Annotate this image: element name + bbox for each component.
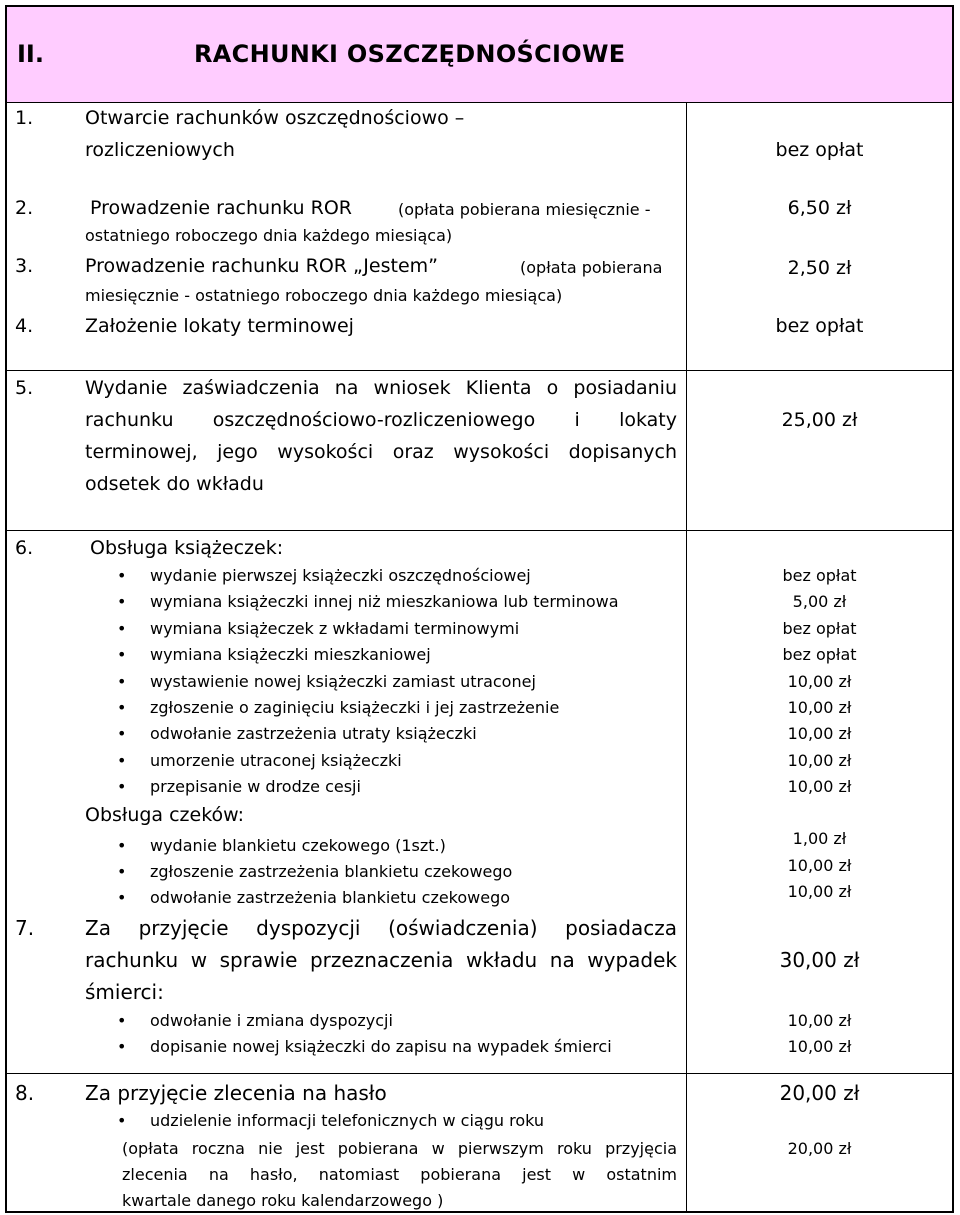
- row-8-price: 20,00 zł: [779, 1081, 860, 1105]
- row-8-heading: Za przyjęcie zlecenia na hasło: [85, 1081, 387, 1105]
- row-6-item-1: wydanie pierwszej książeczki oszczędnościowej: [150, 566, 531, 585]
- row-divider: [7, 370, 952, 371]
- row-5-price: 25,00 zł: [781, 409, 858, 431]
- row-1-price: bez opłat: [775, 139, 864, 161]
- row-6-item-3: wymiana książeczek z wkładami terminowymi: [150, 619, 520, 638]
- row-6-cheque-3: odwołanie zastrzeżenia blankietu czekowego: [150, 888, 511, 907]
- bullet-icon: •: [117, 724, 127, 743]
- row-6-number: 6.: [15, 537, 34, 559]
- row-6-cheque-2: zgłoszenie zastrzeżenia blankietu czekowego: [150, 862, 513, 881]
- bullet-icon: •: [117, 1011, 127, 1030]
- row-5-line-3: terminowej, jego wysokości oraz wysokości dopisanych: [85, 441, 677, 463]
- row-8-item: udzielenie informacji telefonicznych w ciągu roku: [150, 1111, 545, 1130]
- bullet-icon: •: [117, 777, 127, 796]
- row-6-heading-2: Obsługa czeków:: [85, 804, 245, 826]
- row-6-item-7-price: 10,00 zł: [787, 724, 852, 743]
- row-5-number: 5.: [15, 377, 34, 399]
- row-6-item-8-price: 10,00 zł: [787, 751, 852, 770]
- bullet-icon: •: [117, 698, 127, 717]
- row-6-item-4-price: bez opłat: [782, 645, 857, 664]
- row-6-item-6-price: 10,00 zł: [787, 698, 852, 717]
- row-8-note-3: kwartale danego roku kalendarzowego ): [122, 1191, 444, 1210]
- row-4-line-1: Założenie lokaty terminowej: [85, 315, 354, 337]
- row-divider: [7, 530, 952, 531]
- row-8-number: 8.: [15, 1081, 35, 1105]
- row-6-item-7: odwołanie zastrzeżenia utraty książeczki: [150, 724, 477, 743]
- row-6-item-8: umorzenie utraconej książeczki: [150, 751, 402, 770]
- row-3-line-1b: (opłata pobierana: [520, 258, 663, 277]
- bullet-icon: •: [117, 888, 127, 907]
- row-2-number: 2.: [15, 197, 34, 219]
- row-6-item-4: wymiana książeczki mieszkaniowej: [150, 645, 431, 664]
- row-3-line-2: miesięcznie - ostatniego roboczego dnia każdego miesiąca): [85, 286, 563, 305]
- row-6-item-1-price: bez opłat: [782, 566, 857, 585]
- row-5-line-4: odsetek do wkładu: [85, 473, 264, 495]
- row-6-item-5: wystawienie nowej książeczki zamiast utraconej: [150, 672, 536, 691]
- bullet-icon: •: [117, 592, 127, 611]
- row-6-item-3-price: bez opłat: [782, 619, 857, 638]
- row-6-item-2: wymiana książeczki innej niż mieszkaniowa lub terminowa: [150, 592, 619, 611]
- row-1-number: 1.: [15, 107, 34, 129]
- row-3-number: 3.: [15, 255, 34, 277]
- bullet-icon: •: [117, 566, 127, 585]
- section-title: RACHUNKI OSZCZĘDNOŚCIOWE: [194, 40, 626, 68]
- row-7-price: 30,00 zł: [779, 948, 860, 972]
- row-6-cheque-1: wydanie blankietu czekowego (1szt.): [150, 836, 446, 855]
- row-2-price: 6,50 zł: [787, 197, 852, 219]
- section-header: [7, 7, 952, 103]
- row-divider: [7, 1073, 952, 1074]
- fee-table: [5, 5, 954, 1213]
- bullet-icon: •: [117, 1037, 127, 1056]
- row-5-line-2: rachunku oszczędnościowo-rozliczeniowego i lokaty: [85, 409, 677, 431]
- row-6-heading: Obsługa książeczek:: [90, 537, 284, 559]
- bullet-icon: •: [117, 836, 127, 855]
- row-7-number: 7.: [15, 916, 35, 940]
- row-6-item-6: zgłoszenie o zaginięciu książeczki i jej zastrzeżenie: [150, 698, 560, 717]
- row-2-line-1b: (opłata pobierana miesięcznie -: [398, 200, 651, 219]
- row-7-item-2: dopisanie nowej książeczki do zapisu na wypadek śmierci: [150, 1037, 612, 1056]
- row-6-cheque-2-price: 10,00 zł: [787, 856, 852, 875]
- row-4-number: 4.: [15, 315, 34, 337]
- row-7-item-1-price: 10,00 zł: [787, 1011, 852, 1030]
- row-7-item-2-price: 10,00 zł: [787, 1037, 852, 1056]
- row-6-item-9: przepisanie w drodze cesji: [150, 777, 361, 796]
- bullet-icon: •: [117, 672, 127, 691]
- row-6-cheque-1-price: 1,00 zł: [792, 829, 847, 848]
- bullet-icon: •: [117, 619, 127, 638]
- row-3-line-1a: Prowadzenie rachunku ROR „Jestem”: [85, 255, 438, 277]
- bullet-icon: •: [117, 645, 127, 664]
- row-7-line-3: śmierci:: [85, 980, 164, 1004]
- row-8-note-1: (opłata roczna nie jest pobierana w pierwszym roku przyjęcia: [122, 1139, 677, 1158]
- row-8-note-2: zlecenia na hasło, natomiast pobierana jest w ostatnim: [122, 1165, 677, 1184]
- bullet-icon: •: [117, 862, 127, 881]
- row-6-cheque-3-price: 10,00 zł: [787, 882, 852, 901]
- row-2-line-2: ostatniego roboczego dnia każdego miesiąca): [85, 226, 453, 245]
- row-1-line-2: rozliczeniowych: [85, 139, 235, 161]
- row-2-line-1a: Prowadzenie rachunku ROR: [90, 197, 352, 219]
- section-number: II.: [17, 40, 44, 68]
- row-7-line-2: rachunku w sprawie przeznaczenia wkładu na wypadek: [85, 948, 677, 972]
- bullet-icon: •: [117, 1111, 127, 1130]
- row-6-item-5-price: 10,00 zł: [787, 672, 852, 691]
- row-7-line-1: Za przyjęcie dyspozycji (oświadczenia) posiadacza: [85, 916, 677, 940]
- row-1-line-1: Otwarcie rachunków oszczędnościowo –: [85, 107, 465, 129]
- row-7-item-1: odwołanie i zmiana dyspozycji: [150, 1011, 393, 1030]
- row-6-item-2-price: 5,00 zł: [792, 592, 847, 611]
- row-4-price: bez opłat: [775, 315, 864, 337]
- row-3-price: 2,50 zł: [787, 257, 852, 279]
- row-6-item-9-price: 10,00 zł: [787, 777, 852, 796]
- row-5-line-1: Wydanie zaświadczenia na wniosek Klienta o posiadaniu: [85, 377, 677, 399]
- row-8-note-price: 20,00 zł: [787, 1139, 852, 1158]
- bullet-icon: •: [117, 751, 127, 770]
